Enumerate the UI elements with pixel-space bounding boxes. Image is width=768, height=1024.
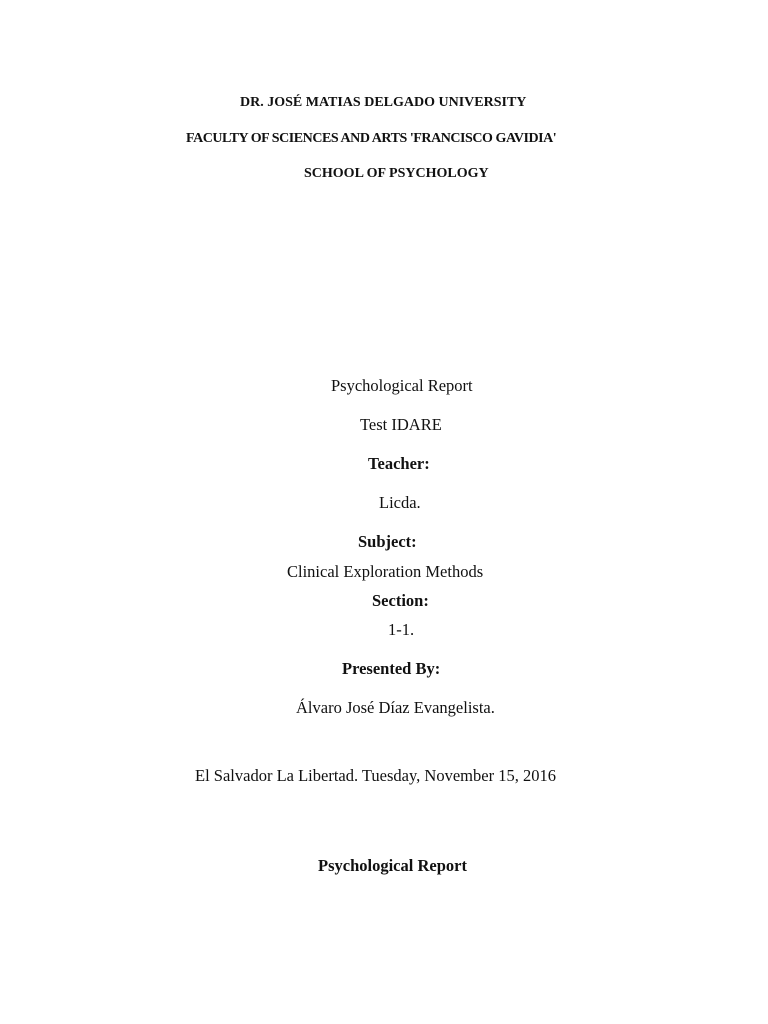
section-value: 1-1. [388, 620, 415, 639]
section-label: Section: [372, 591, 429, 610]
test-name: Test IDARE [360, 415, 442, 434]
presented-by-label: Presented By: [342, 659, 441, 678]
subject-value: Clinical Exploration Methods [287, 562, 484, 581]
report-title: Psychological Report [331, 376, 473, 395]
faculty-name: FACULTY OF SCIENCES AND ARTS 'FRANCISCO GAVIDIA' [186, 131, 557, 146]
place-and-date: El Salvador La Libertad. Tuesday, November 15, 2016 [195, 766, 556, 785]
university-name: DR. JOSÉ MATIAS DELGADO UNIVERSITY [240, 95, 527, 110]
teacher-value: Licda. [379, 493, 421, 512]
teacher-label: Teacher: [368, 454, 430, 473]
subject-label: Subject: [358, 532, 417, 551]
school-name: SCHOOL OF PSYCHOLOGY [304, 166, 489, 181]
report-heading: Psychological Report [318, 856, 467, 875]
presented-by-value: Álvaro José Díaz Evangelista. [296, 698, 495, 717]
